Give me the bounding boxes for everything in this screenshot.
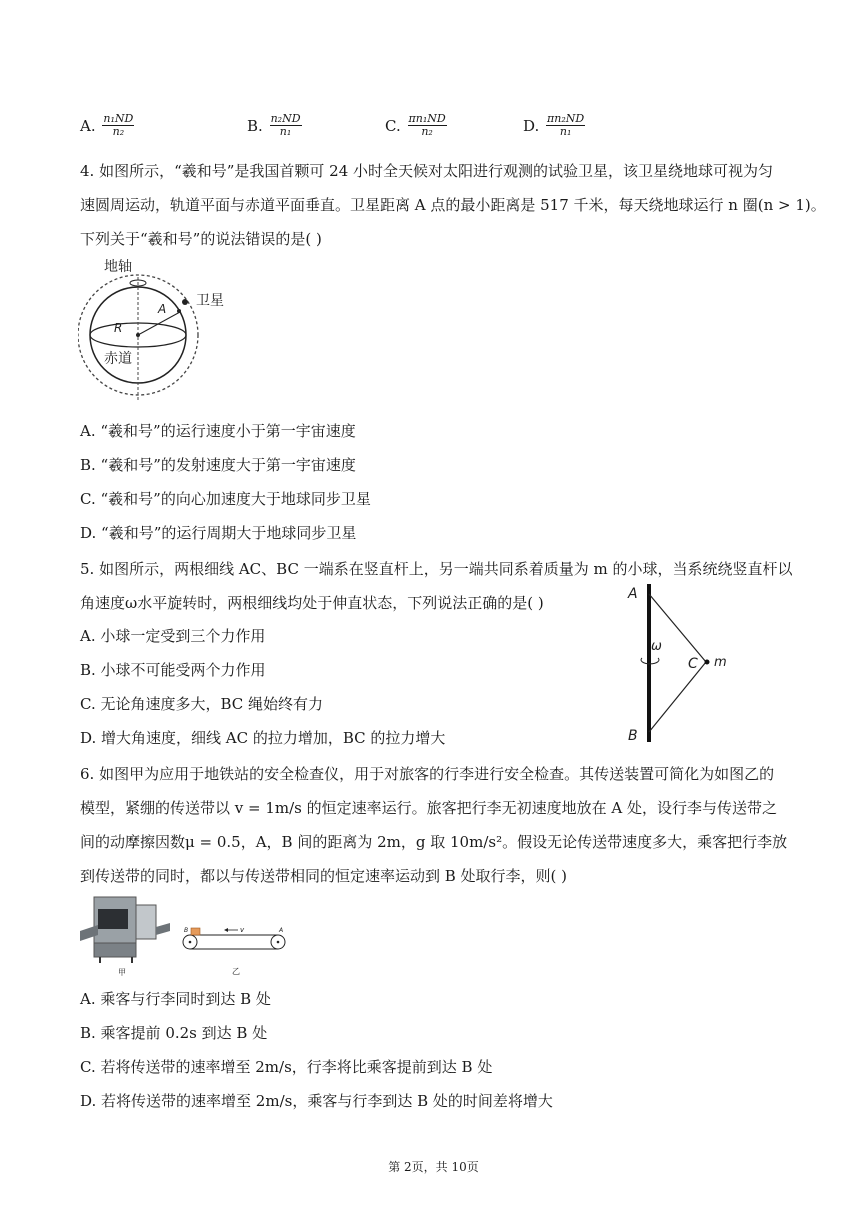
q6-stem-line-1: 6. 如图甲为应用于地铁站的安全检查仪，用于对旅客的行李进行安全检查。其传送装置可简化为如图乙的	[80, 765, 775, 783]
label-a: A	[279, 927, 284, 934]
equator-label: 赤道	[104, 351, 132, 367]
q4-stem-line-1: 4. 如图所示，“羲和号”是我国首颗可 24 小时全天候对太阳进行观测的试验卫星，该卫星绕地球可视为匀	[80, 162, 774, 180]
string-bc	[649, 662, 706, 732]
option-label: C.	[385, 116, 401, 135]
q6-security-scanner-figure	[76, 893, 172, 978]
q5-option-b: B. 小球不可能受两个力作用	[80, 661, 266, 679]
q6-conveyor-figure	[180, 922, 290, 978]
denominator: n₂	[421, 125, 433, 138]
q6-stem-line-3: 间的动摩擦因数μ = 0.5，A，B 间的距离为 2m，g 取 10m/s²。假设无论传送带速度多大，乘客把行李放	[80, 833, 788, 851]
numerator: πn₁ND	[408, 112, 446, 125]
denominator: n₁	[279, 125, 292, 138]
axis-label: 地轴	[104, 259, 132, 275]
center-dot	[136, 333, 140, 337]
q4-option-c: C. “羲和号”的向心加速度大于地球同步卫星	[80, 490, 371, 508]
denominator: n₁	[559, 125, 572, 138]
left-pulley-axle	[189, 941, 192, 944]
label-jia: 甲	[118, 968, 126, 977]
q6-option-a: A. 乘客与行李同时到达 B 处	[80, 990, 271, 1008]
scanner-base	[94, 943, 136, 957]
q5-rod-string-figure	[622, 580, 732, 748]
radius-label: R	[114, 321, 123, 335]
scanner-tunnel	[98, 909, 128, 929]
label-c: C	[688, 656, 698, 672]
satellite-dot	[182, 299, 188, 305]
fraction	[270, 113, 302, 138]
ball	[705, 660, 710, 665]
denominator: n₂	[112, 125, 125, 138]
option-label: A.	[80, 116, 96, 135]
luggage-box	[191, 928, 200, 935]
scanner-side-panel	[136, 905, 156, 939]
q3-option-b	[247, 113, 302, 138]
fraction	[546, 113, 585, 138]
numerator: n₁ND	[103, 112, 134, 125]
q4-option-a: A. “羲和号”的运行速度小于第一宇宙速度	[80, 422, 356, 440]
satellite-label: 卫星	[196, 293, 224, 309]
q5-option-a: A. 小球一定受到三个力作用	[80, 627, 266, 645]
point-a-dot	[177, 309, 181, 313]
option-label: B.	[247, 116, 263, 135]
q4-stem-line-2: 速圆周运动，轨道平面与赤道平面垂直。卫星距离 A 点的最小距离是 517 千米，每天绕地球运行 n 圈(n > 1)。	[80, 196, 826, 214]
output-conveyor	[156, 923, 170, 935]
label-a: A	[628, 586, 638, 602]
q6-stem-line-2: 模型，紧绷的传送带以 v = 1m/s 的恒定速率运行。旅客把行李无初速度地放在 A 处，设行李与传送带之	[80, 799, 778, 817]
fraction	[102, 113, 134, 138]
q6-option-b: B. 乘客提前 0.2s 到达 B 处	[80, 1024, 268, 1042]
q4-option-d: D. “羲和号”的运行周期大于地球同步卫星	[80, 524, 357, 542]
q6-option-d: D. 若将传送带的速率增至 2m/s，乘客与行李到达 B 处的时间差将增大	[80, 1092, 553, 1110]
label-omega: ω	[651, 639, 662, 654]
velocity-arrowhead	[224, 928, 228, 932]
q5-stem-line-1: 5. 如图所示，两根细线 AC、BC 一端系在竖直杆上，另一端共同系着质量为 m 的小球，当系统绕竖直杆以	[80, 560, 793, 578]
q4-option-b: B. “羲和号”的发射速度大于第一宇宙速度	[80, 456, 356, 474]
page-footer: 第 2页，共 10页	[388, 1160, 479, 1174]
label-yi: 乙	[232, 967, 240, 976]
fraction	[408, 113, 447, 138]
label-m: m	[714, 655, 727, 670]
q3-option-c	[385, 113, 447, 138]
q6-option-c: C. 若将传送带的速率增至 2m/s，行李将比乘客提前到达 B 处	[80, 1058, 493, 1076]
label-v: v	[240, 926, 245, 934]
numerator: πn₂ND	[547, 112, 585, 125]
q4-stem-line-3: 下列关于“羲和号”的说法错误的是( )	[80, 230, 322, 248]
q3-option-d	[523, 113, 585, 138]
q4-earth-orbit-figure	[78, 255, 238, 405]
label-b: B	[628, 728, 638, 744]
label-b: B	[184, 927, 189, 934]
q6-stem-line-4: 到传送带的同时，都以与传送带相同的恒定速率运动到 B 处取行李，则( )	[80, 867, 568, 885]
right-pulley-axle	[277, 941, 280, 944]
point-a-label: A	[158, 302, 167, 316]
option-label: D.	[523, 116, 540, 135]
q5-stem-line-2: 角速度ω水平旋转时，两根细线均处于伸直状态，下列说法正确的是( )	[80, 594, 544, 612]
numerator: n₂ND	[270, 112, 301, 125]
q3-option-a	[80, 113, 134, 138]
q5-option-d: D. 增大角速度，细线 AC 的拉力增加，BC 的拉力增大	[80, 729, 446, 747]
q5-option-c: C. 无论角速度多大，BC 绳始终有力	[80, 695, 324, 713]
